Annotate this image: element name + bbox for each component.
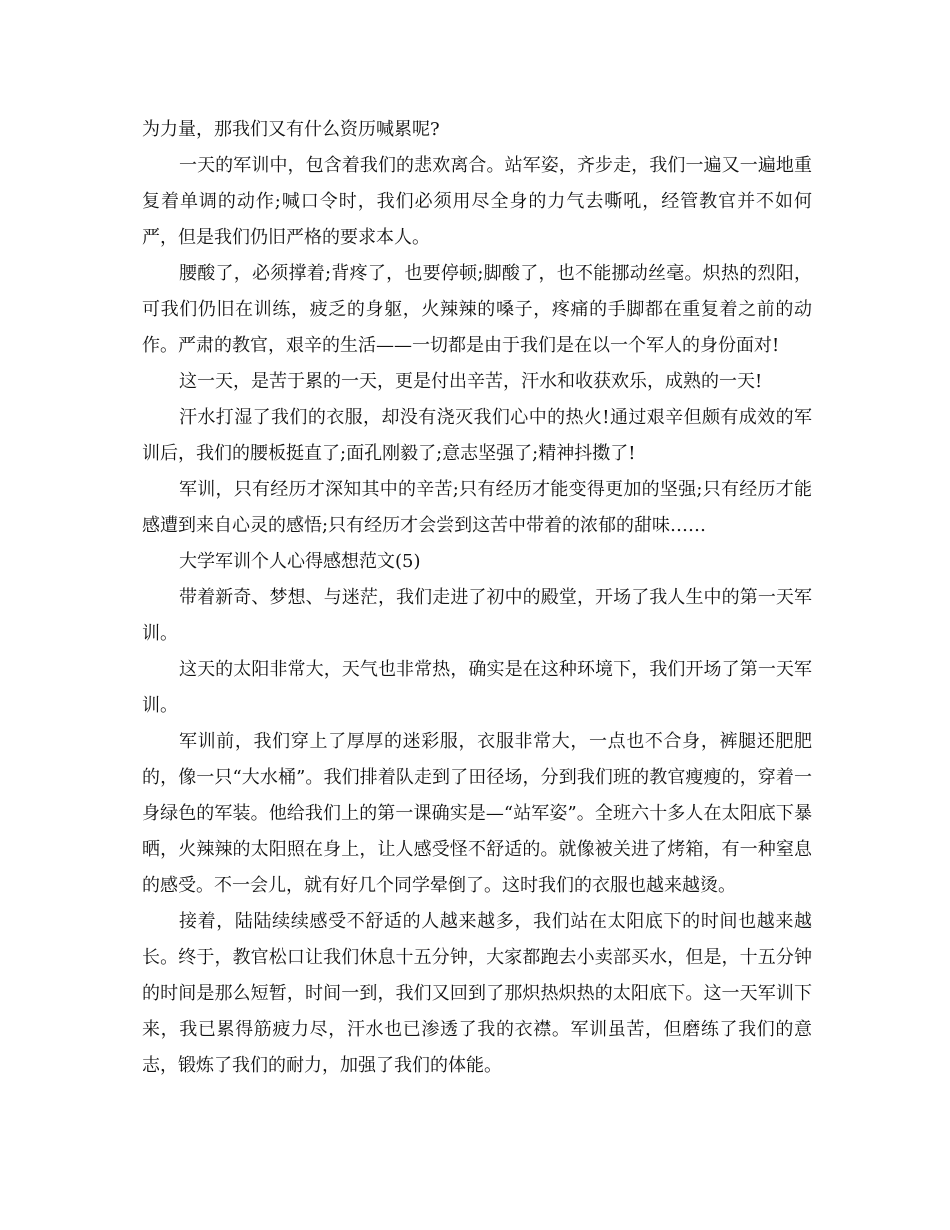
- paragraph: 这天的太阳非常大，天气也非常热，确实是在这种环境下，我们开场了第一天军训。: [142, 659, 812, 716]
- paragraph: 军训前，我们穿上了厚厚的迷彩服，衣服非常大，一点也不合身，裤腿还肥肥的，像一只“大水桶”。我们排着队走到了田径场，分到我们班的教官瘦瘦的，穿着一身绿色的军装。他给我们上的第一课确实是—“站军姿”。全班六十多人在太阳底下暴晒，火辣辣的太阳照在身上，让人感受怪不舒适的。就像被关进了烤箱，有一种窒息的感受。不一会儿，就有好几个同学晕倒了。这时我们的衣服也越来越烫。: [142, 731, 812, 896]
- paragraph: 接着，陆陆续续感受不舒适的人越来越多，我们站在太阳底下的时间也越来越长。终于，教官松口让我们休息十五分钟，大家都跑去小卖部买水，但是，十五分钟的时间是那么短暂，时间一到，我们又回到了那炽热炽热的太阳底下。这一天军训下来，我已累得筋疲力尽，汗水也已渗透了我的衣襟。军训虽苦，但磨练了我们的意志，锻炼了我们的耐力，加强了我们的体能。: [142, 911, 812, 1076]
- paragraph: 汗水打湿了我们的衣服，却没有浇灭我们心中的热火!通过艰辛但颇有成效的军训后，我们的腰板挺直了;面孔刚毅了;意志坚强了;精神抖擞了!: [142, 407, 812, 464]
- paragraph: 这一天，是苦于累的一天，更是付出辛苦，汗水和收获欢乐，成熟的一天!: [179, 371, 763, 392]
- document-body: [142, 112, 812, 1084]
- paragraph: 带着新奇、梦想、与迷茫，我们走进了初中的殿堂，开场了我人生中的第一天军训。: [142, 587, 812, 644]
- paragraph: 一天的军训中，包含着我们的悲欢离合。站军姿，齐步走，我们一遍又一遍地重复着单调的动作;喊口令时，我们必须用尽全身的力气去嘶吼，经管教官并不如何严，但是我们仍旧严格的要求本人。: [142, 155, 812, 248]
- section-heading: 大学军训个人心得感想范文(5): [179, 551, 421, 572]
- paragraph: 腰酸了，必须撑着;背疼了，也要停顿;脚酸了，也不能挪动丝毫。炽热的烈阳，可我们仍旧在训练，疲乏的身躯，火辣辣的嗓子，疼痛的手脚都在重复着之前的动作。严肃的教官，艰辛的生活——一切都是由于我们是在以一个军人的身份面对!: [142, 263, 812, 356]
- paragraph: 为力量，那我们又有什么资历喊累呢?: [142, 119, 440, 140]
- paragraph: 军训，只有经历才深知其中的辛苦;只有经历才能变得更加的坚强;只有经历才能感遭到来自心灵的感悟;只有经历才会尝到这苦中带着的浓郁的甜味……: [142, 479, 812, 536]
